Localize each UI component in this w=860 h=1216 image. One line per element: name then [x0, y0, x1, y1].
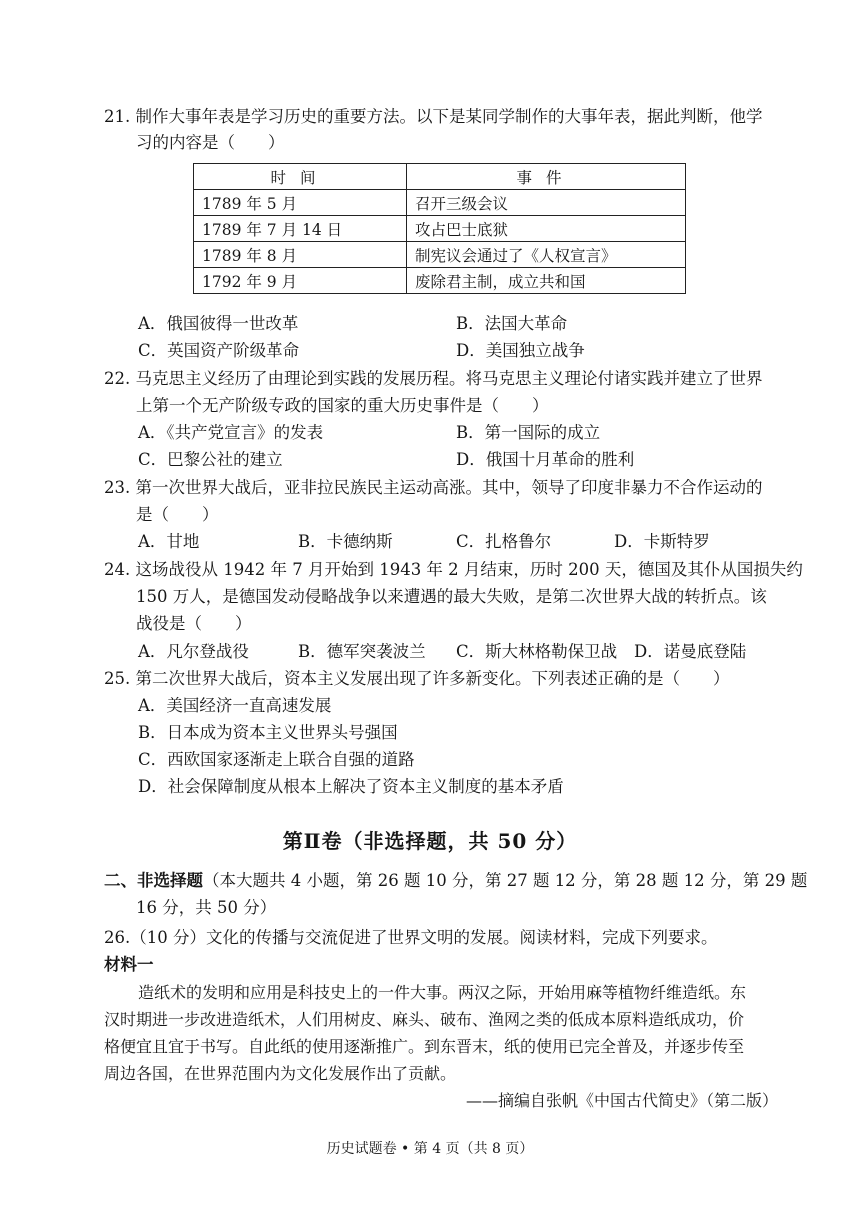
- q25-option-a: A．美国经济一直高速发展: [138, 696, 332, 715]
- header-time: 时间: [194, 164, 407, 190]
- table-cell-time: 1789 年 5 月: [194, 190, 407, 216]
- q21-option-d: D．美国独立战争: [456, 341, 585, 360]
- q24-option-c: C．斯大林格勒保卫战: [456, 642, 618, 661]
- q23-option-a: A．甘地: [138, 532, 200, 551]
- q22-option-c: C．巴黎公社的建立: [138, 450, 283, 469]
- q21-option-c: C．英国资产阶级革命: [138, 341, 300, 360]
- material-line: 周边各国，在世界范围内为文化发展作出了贡献。: [104, 1064, 457, 1083]
- section-label: 二、非选择题: [104, 871, 203, 890]
- table-header-row: [194, 164, 686, 190]
- table-cell-time: 1789 年 8 月: [194, 242, 407, 268]
- table-row: [194, 190, 686, 216]
- q23-stem-line2: 是（ ）: [136, 505, 219, 524]
- q23-option-d: D．卡斯特罗: [614, 532, 710, 551]
- section-description: （本大题共 4 小题，第 26 题 10 分，第 27 题 12 分，第 28 题 12 分，第 29 题: [203, 871, 808, 890]
- material-line: 汉时期进一步改进造纸术，人们用树皮、麻头、破布、渔网之类的低成本原料造纸成功，价: [104, 1010, 745, 1029]
- q24-option-b: B．德军突袭波兰: [298, 642, 426, 661]
- material-line: 造纸术的发明和应用是科技史上的一件大事。两汉之际，开始用麻等植物纤维造纸。东: [138, 983, 747, 1002]
- page-footer: 历史试题卷 • 第 4 页（共 8 页）: [326, 1141, 534, 1157]
- q25-option-b: B．日本成为资本主义世界头号强国: [138, 723, 398, 742]
- q22-stem-line2: 上第一个无产阶级专政的国家的重大历史事件是（ ）: [136, 396, 549, 415]
- material-source: ——摘编自张帆《中国古代简史》（第二版）: [466, 1091, 779, 1110]
- q22-option-d: D．俄国十月革命的胜利: [456, 450, 635, 469]
- q22-option-a: A．《共产党宣言》的发表: [138, 423, 324, 442]
- q21-option-a: A．俄国彼得一世改革: [138, 314, 299, 333]
- table-cell-event: 攻占巴士底狱: [407, 216, 686, 242]
- part2-heading: 第Ⅱ卷（非选择题，共 50 分）: [282, 829, 578, 853]
- table-row: [194, 242, 686, 268]
- q24-option-d: D．诺曼底登陆: [634, 642, 747, 661]
- q23-stem-line1: 23. 第一次世界大战后，亚非拉民族民主运动高涨。其中，领导了印度非暴力不合作运动的: [104, 478, 763, 497]
- material-line: 格便宜且宜于书写。自此纸的使用逐渐推广。到东晋末，纸的使用已完全普及，并逐步传至: [104, 1037, 745, 1056]
- table-cell-event: 废除君主制，成立共和国: [407, 268, 686, 294]
- q26-stem: 26.（10 分）文化的传播与交流促进了世界文明的发展。阅读材料，完成下列要求。: [104, 928, 718, 947]
- section-instructions-line1: [104, 868, 807, 894]
- section-instructions-line2: 16 分，共 50 分）: [136, 898, 277, 917]
- table-cell-event: 制宪议会通过了《人权宣言》: [407, 242, 686, 268]
- table-row: [194, 268, 686, 294]
- q25-stem: 25. 第二次世界大战后，资本主义发展出现了许多新变化。下列表述正确的是（ ）: [104, 669, 730, 688]
- q25-option-d: D．社会保障制度从根本上解决了资本主义制度的基本矛盾: [138, 777, 564, 796]
- q22-option-b: B．第一国际的成立: [456, 423, 601, 442]
- q21-option-b: B．法国大革命: [456, 314, 568, 333]
- table-row: [194, 216, 686, 242]
- chronology-table: [193, 163, 686, 294]
- q24-stem-line1: 24. 这场战役从 1942 年 7 月开始到 1943 年 2 月结束，历时 200 天，德国及其仆从国损失约: [104, 560, 803, 579]
- q21-stem-line2: 习的内容是（ ）: [136, 133, 285, 152]
- q21-stem-line1: 21. 制作大事年表是学习历史的重要方法。以下是某同学制作的大事年表，据此判断，他学: [104, 107, 763, 126]
- q24-option-a: A．凡尔登战役: [138, 642, 249, 661]
- header-event: 事件: [407, 164, 686, 190]
- material-label: 材料一: [104, 955, 154, 974]
- table-cell-time: 1792 年 9 月: [194, 268, 407, 294]
- q25-option-c: C．西欧国家逐渐走上联合自强的道路: [138, 750, 415, 769]
- q23-option-b: B．卡德纳斯: [298, 532, 393, 551]
- q22-stem-line1: 22. 马克思主义经历了由理论到实践的发展历程。将马克思主义理论付诸实践并建立了世界: [104, 369, 763, 388]
- table-cell-time: 1789 年 7 月 14 日: [194, 216, 407, 242]
- table-cell-event: 召开三级会议: [407, 190, 686, 216]
- q23-option-c: C．扎格鲁尔: [456, 532, 552, 551]
- q24-stem-line3: 战役是（ ）: [136, 614, 252, 633]
- q24-stem-line2: 150 万人，是德国发动侵略战争以来遭遇的最大失败，是第二次世界大战的转折点。该: [136, 587, 767, 606]
